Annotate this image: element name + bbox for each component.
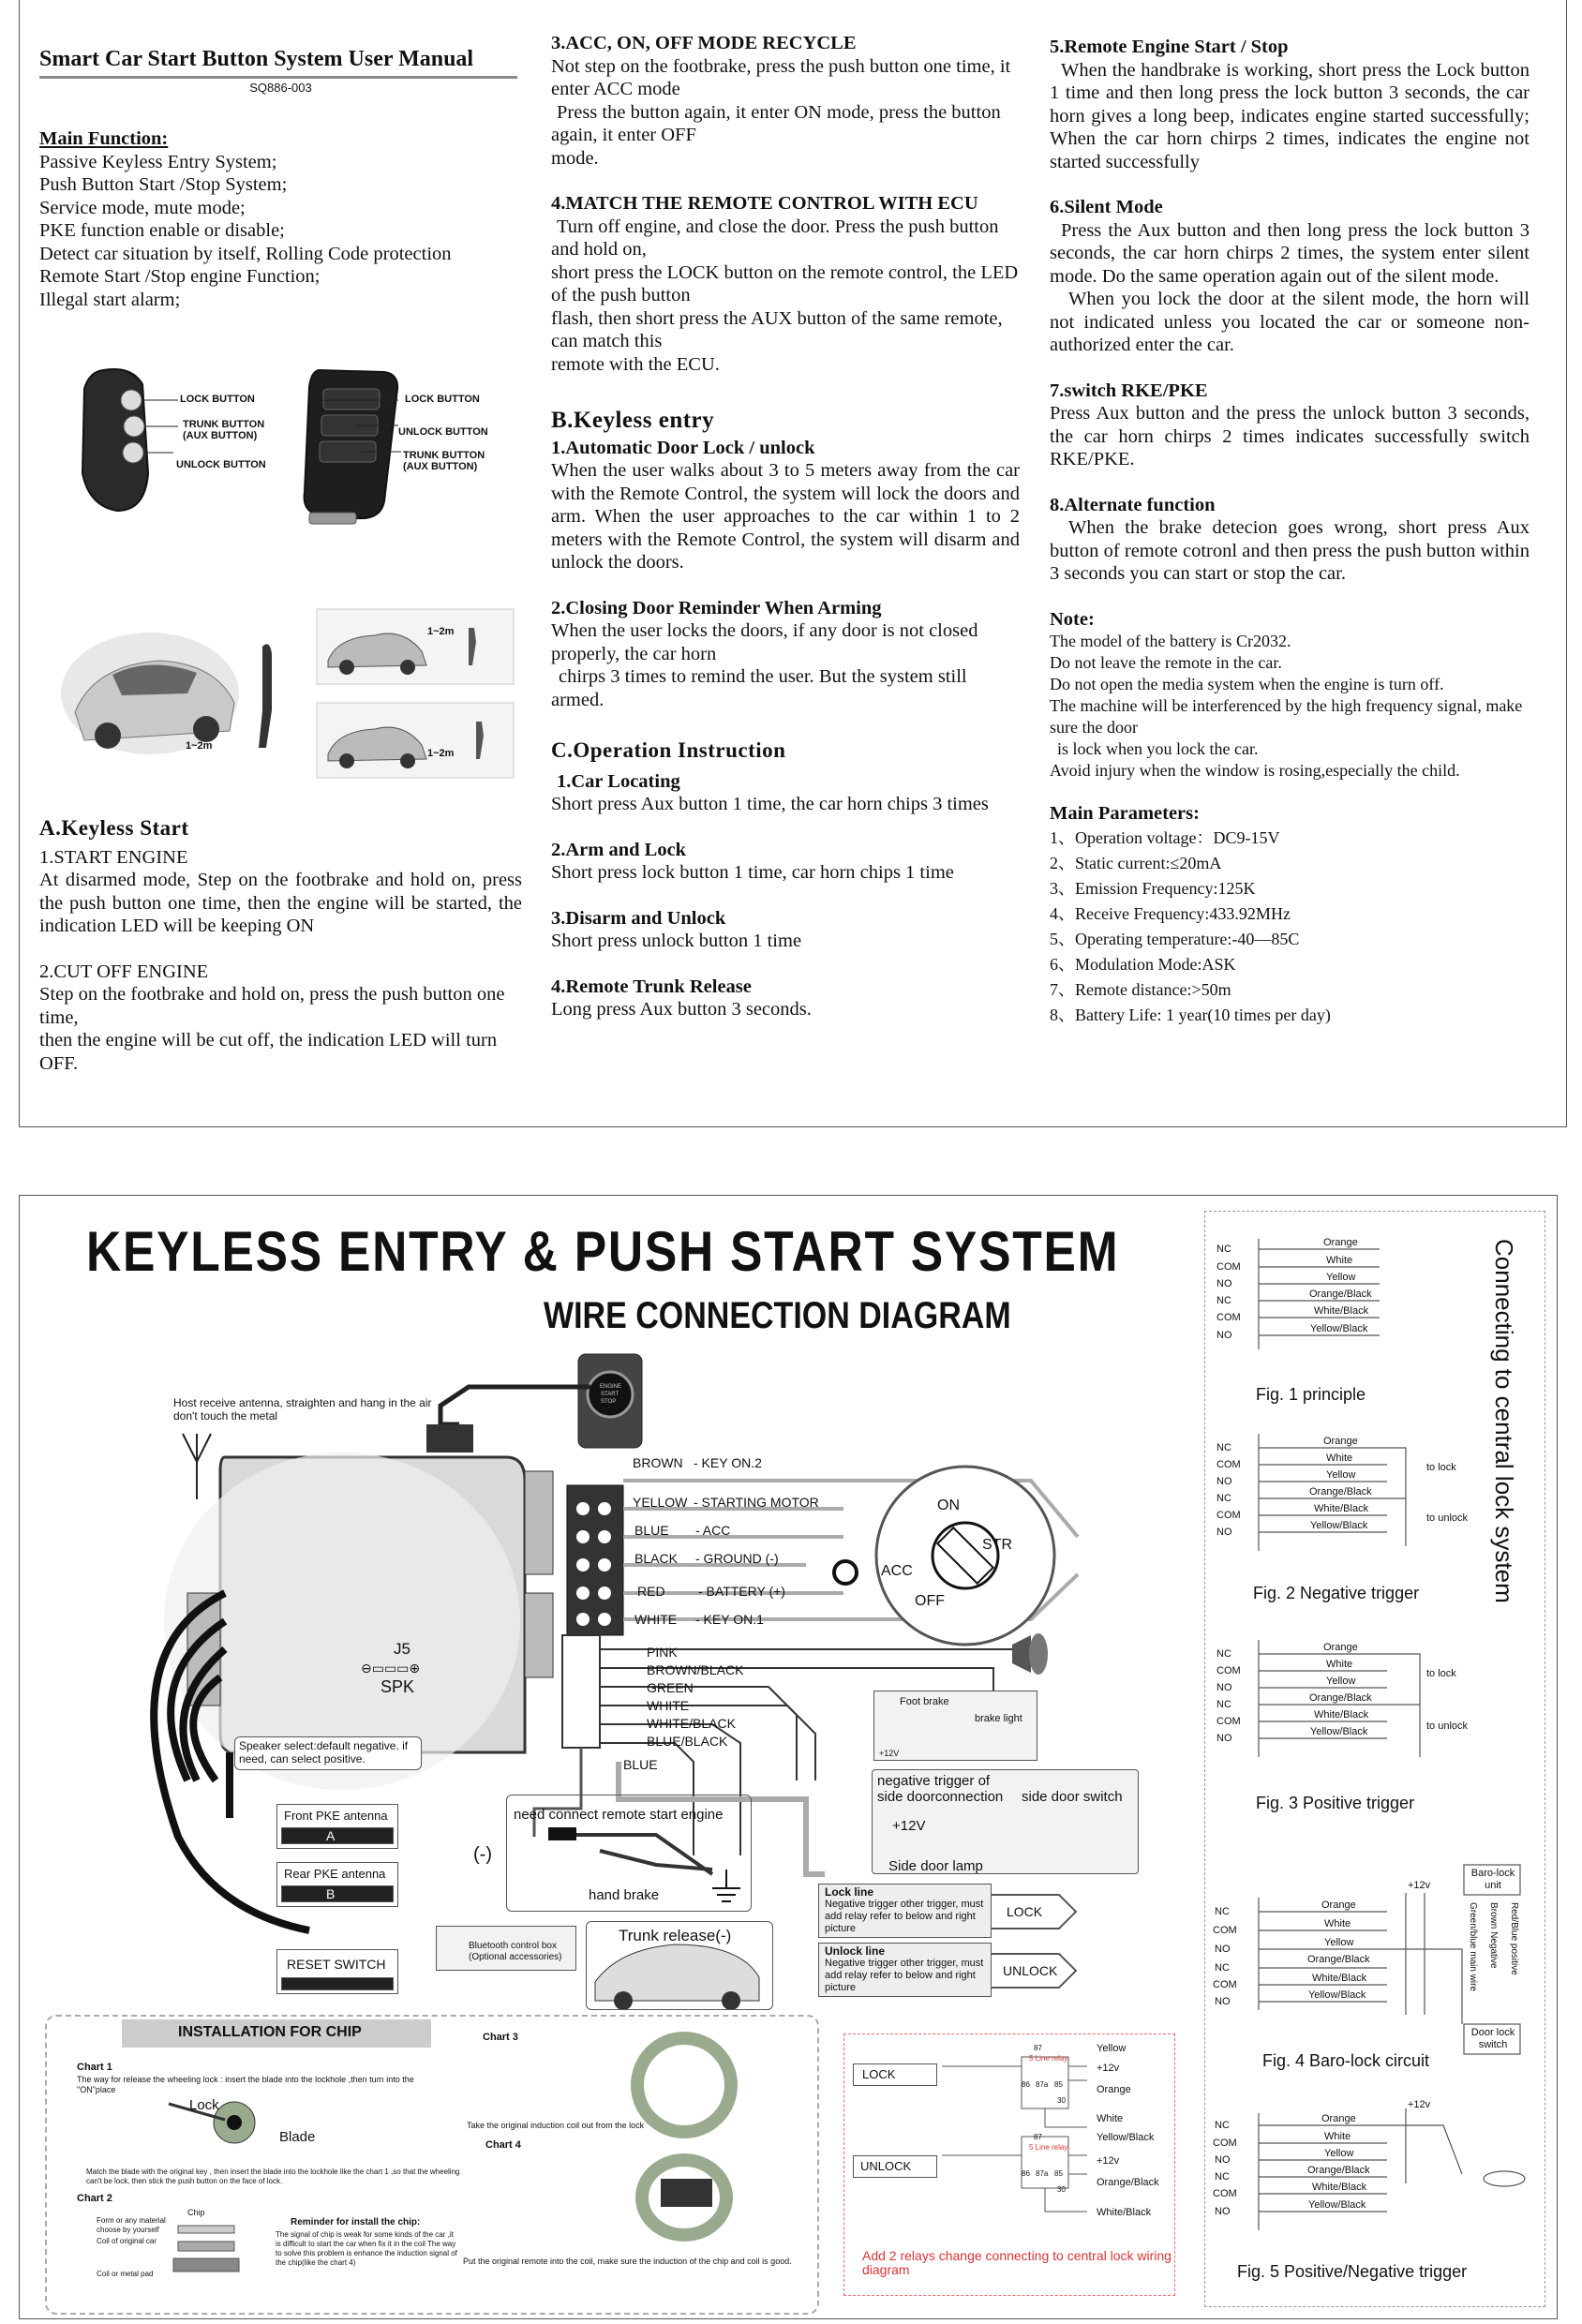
- diagram-subtitle: WIRE CONNECTION DIAGRAM: [544, 1295, 1011, 1336]
- section-4-heading: 4.MATCH THE REMOTE CONTROL WITH ECU: [551, 193, 978, 214]
- wire-color-label: Orange/Black: [1307, 1954, 1370, 1965]
- section-4-p2: short press the LOCK button on the remote control, the LED of the push button: [551, 261, 1019, 305]
- wire-mid: BROWN/BLACK: [647, 1662, 744, 1677]
- wire-color-label: Orange/Black: [1309, 1289, 1372, 1300]
- brake-light-label: brake light: [975, 1713, 1022, 1724]
- reminder-title: Reminder for install the chip:: [291, 2217, 421, 2227]
- relay-pin: 87: [1034, 2133, 1042, 2141]
- wire-mid: PINK: [647, 1645, 678, 1660]
- section-c-p1: Short press Aux button 1 time, the car horn chips 3 times: [551, 794, 989, 814]
- section-8-p1: When the brake detecion goes wrong, short press Aux button of remote cotronl and then press the push button within 3 seconds you can start or stop the car.: [1050, 517, 1530, 584]
- wire-color-label: Yellow/Black: [1308, 1989, 1366, 2001]
- rear-pke-label: Rear PKE antenna: [284, 1867, 386, 1881]
- unlock-line-title: Unlock line: [825, 1944, 886, 1958]
- terminal-label: NO: [1216, 1278, 1232, 1289]
- relay-lock-label: LOCK: [862, 2067, 896, 2081]
- params-heading: Main Parameters:: [1050, 803, 1200, 824]
- relay1-wire: +12v: [1097, 2063, 1120, 2074]
- chip-title: INSTALLATION FOR CHIP: [178, 2024, 362, 2040]
- terminal-label: NO: [1216, 1476, 1232, 1487]
- rear-pke-plug: [281, 1885, 394, 1902]
- section-c-p3: Short press unlock button 1 time: [551, 931, 802, 951]
- main-function-item: Remote Start /Stop engine Function;: [39, 266, 321, 287]
- wire-color-label: Yellow/Black: [1308, 2199, 1366, 2211]
- chart3-text: Take the original induction coil out from the lock: [467, 2121, 645, 2130]
- fig2-caption: Fig. 2 Negative trigger: [1253, 1584, 1420, 1602]
- section-b-sub1: 1.Automatic Door Lock / unlock: [551, 437, 815, 458]
- section-b-sub2: 2.Closing Door Reminder When Arming: [551, 597, 882, 618]
- note-line: is lock when you lock the car.: [1057, 739, 1259, 758]
- terminal-label: COM: [1213, 1925, 1237, 1936]
- speaker-note: Speaker select:default negative. if need, can select positive.: [239, 1739, 409, 1765]
- terminal-label: NO: [1216, 1682, 1232, 1693]
- distance-label: 1~2m: [427, 626, 455, 637]
- relay-unlock-label: UNLOCK: [860, 2159, 912, 2173]
- plus12v-label: +12v: [1408, 2099, 1431, 2110]
- section-c-p2: Short press lock button 1 time, car horn chips 1 time: [551, 862, 954, 883]
- antenna-icon: [183, 1434, 211, 1499]
- main-function-item: Illegal start alarm;: [39, 289, 181, 310]
- note-heading: Note:: [1050, 608, 1095, 630]
- wire-mid: WHITE: [647, 1698, 690, 1713]
- terminal-label: NO: [1216, 1527, 1232, 1538]
- section-4-p3: flash, then short press the AUX button of the same remote, can match this: [551, 307, 1003, 351]
- main-function-item: Detect car situation by itself, Rolling Code protection: [39, 243, 452, 264]
- section-a-p2: Step on the footbrake and hold on, press the push button one time,: [39, 984, 505, 1028]
- j5-label: J5: [394, 1640, 410, 1658]
- wire-color-label: White: [1326, 1659, 1353, 1670]
- terminal-label: NO: [1215, 1996, 1231, 2007]
- manual-title: Smart Car Start Button System User Manual: [39, 47, 474, 71]
- relay-note: Add 2 relays change connecting to central lock wiring diagram: [862, 2248, 1172, 2277]
- lock-line-title: Lock line: [825, 1885, 874, 1899]
- section-c-heading: C.Operation Instruction: [551, 738, 786, 762]
- wire-color-label: White: [1326, 1255, 1353, 1266]
- bluetooth-label: Bluetooth control box (Optional accessories): [469, 1941, 562, 1962]
- param-item: 6、Modulation Mode:ASK: [1050, 954, 1236, 974]
- coil-pad-label: Coil or metal pad: [97, 2270, 154, 2278]
- terminal-label: NC: [1216, 1493, 1231, 1504]
- section-b-p2b: chirps 3 times to remind the user. But the system still armed.: [551, 666, 967, 710]
- section-3-p3: mode.: [551, 147, 599, 169]
- baro-wire: Green/blue main wire: [1468, 1902, 1478, 1992]
- wire-color-label: Yellow/Black: [1310, 1323, 1368, 1334]
- terminal-label: COM: [1216, 1665, 1241, 1676]
- terminal-label: NC: [1216, 1244, 1231, 1255]
- wire-color-label: White/Black: [1314, 1709, 1369, 1721]
- chip-install-box: [45, 2015, 819, 2315]
- main-function-item: Service mode, mute mode;: [39, 197, 246, 218]
- front-pke-letter: A: [326, 1828, 336, 1843]
- param-item: 4、Receive Frequency:433.92MHz: [1050, 903, 1291, 923]
- terminal-label: COM: [1216, 1261, 1241, 1273]
- section-3-heading: 3.ACC, ON, OFF MODE RECYCLE: [551, 33, 857, 53]
- key-label-lock: LOCK BUTTON: [180, 394, 255, 405]
- relay2-wire: White/Black: [1097, 2207, 1152, 2218]
- relay-pin: 30: [1057, 2185, 1066, 2194]
- section-8-heading: 8.Alternate function: [1050, 494, 1216, 515]
- section-7-heading: 7.switch RKE/PKE: [1050, 380, 1208, 401]
- trunk-release-label: Trunk release(-): [619, 1927, 732, 1944]
- section-3-p2: Press the button again, it enter ON mode, press the button again, it enter OFF: [551, 101, 1001, 145]
- wire-color-label: Orange/Black: [1309, 1692, 1372, 1704]
- relay-pin: 30: [1057, 2096, 1066, 2105]
- terminal-label: COM: [1213, 2138, 1237, 2149]
- terminal-label: NO: [1216, 1733, 1232, 1744]
- ignition-str: STR: [982, 1537, 1012, 1553]
- terminal-label: NC: [1216, 1648, 1231, 1660]
- section-5-heading: 5.Remote Engine Start / Stop: [1050, 37, 1289, 57]
- terminal-label: NC: [1215, 2171, 1230, 2182]
- terminal-label: COM: [1216, 1510, 1241, 1521]
- remote-start-note: need connect remote start engine: [514, 1807, 724, 1823]
- wire-mid: BLUE/BLACK: [647, 1734, 728, 1749]
- side-door-switch-label: side door switch: [1022, 1789, 1123, 1805]
- front-pke-plug: [281, 1827, 394, 1844]
- wire-func: - STARTING MOTOR: [694, 1495, 819, 1510]
- neg-trigger-label: negative trigger of side doorconnection: [877, 1773, 1004, 1805]
- fig3-caption: Fig. 3 Positive trigger: [1256, 1794, 1415, 1812]
- section-a-sub2: 2.CUT OFF ENGINE: [39, 961, 209, 982]
- wire-func: - ACC: [695, 1523, 731, 1538]
- door-lock-label: Door lock switch: [1470, 2027, 1515, 2050]
- key-label-unlock-2: UNLOCK BUTTON: [398, 426, 488, 438]
- terminal-label: COM: [1213, 2188, 1237, 2199]
- section-4-p4: remote with the ECU.: [551, 353, 720, 375]
- param-item: 7、Remote distance:>50m: [1050, 979, 1231, 999]
- note-line: The model of the battery is Cr2032.: [1050, 632, 1291, 650]
- distance-label: 1~2m: [186, 740, 213, 752]
- wire-blue: BLUE: [623, 1757, 658, 1772]
- terminal-label: NC: [1216, 1442, 1231, 1453]
- terminal-label: NO: [1215, 2206, 1231, 2217]
- main-function-heading: Main Function:: [39, 128, 169, 149]
- wire-color-label: Yellow/Black: [1310, 1726, 1368, 1737]
- reminder-text: The signal of chip is weak for some kinds of the car ,it is difficult to start the car when fix it in the coil The way to solve this problem is enhance the induction signal of the chip(like the chart 4): [276, 2230, 457, 2267]
- note-line: Do not open the media system when the engine is turn off.: [1050, 675, 1444, 693]
- note-line: The machine will be interferenced by the high frequency signal, make sure the door: [1050, 696, 1523, 737]
- wire-color: RED: [637, 1584, 665, 1599]
- section-6-heading: 6.Silent Mode: [1050, 197, 1163, 217]
- wire-color-label: Orange: [1321, 1899, 1356, 1911]
- unlock-line-button: UNLOCK: [1003, 1963, 1058, 1978]
- wire-color-label: White/Black: [1314, 1503, 1369, 1514]
- terminal-label: COM: [1216, 1459, 1241, 1470]
- relay1-wire: White: [1097, 2113, 1124, 2124]
- baro-wire: Brown Negative: [1488, 1902, 1499, 1969]
- relay-pin: 86: [1022, 2169, 1030, 2178]
- wire-color-label: White: [1324, 2131, 1351, 2142]
- wire-color: BLUE: [634, 1523, 669, 1538]
- to-unlock-label: to unlock: [1426, 1721, 1469, 1732]
- wire-color-label: Yellow: [1326, 1272, 1356, 1283]
- wire-func: - KEY ON.2: [694, 1455, 762, 1470]
- front-pke-label: Front PKE antenna: [284, 1809, 388, 1823]
- chart4-text: Put the original remote into the coil, make sure the induction of the chip and coil is good.: [463, 2257, 792, 2266]
- note-line: Avoid injury when the window is rosing,especially the child.: [1050, 761, 1460, 780]
- terminal-label: COM: [1216, 1312, 1241, 1323]
- section-c-sub1: 1.Car Locating: [557, 770, 680, 792]
- param-item: 5、Operating temperature:-40—85C: [1050, 929, 1300, 948]
- param-item: 3、Emission Frequency:125K: [1050, 878, 1256, 898]
- central-lock-title: Connecting to central lock system: [1490, 1239, 1518, 1603]
- wire-func: - BATTERY (+): [698, 1584, 785, 1599]
- form-text: Form or any material choose by yourself: [97, 2216, 166, 2234]
- section-b-p2: When the user locks the doors, if any door is not closed properly, the car horn: [551, 620, 978, 664]
- wire-color-label: Yellow/Black: [1310, 1520, 1368, 1531]
- wire-color: BROWN: [633, 1455, 683, 1470]
- hand-brake-label: hand brake: [589, 1887, 660, 1903]
- ignition-on: ON: [937, 1497, 960, 1513]
- chart2-label: Chart 2: [77, 2193, 112, 2204]
- fig5-caption: Fig. 5 Positive/Negative trigger: [1237, 2262, 1468, 2281]
- lock-label: Lock: [189, 2097, 219, 2113]
- model-number: SQ886-003: [249, 81, 312, 95]
- reset-switch-plug: [281, 1977, 394, 1990]
- relay-pin: 87a: [1036, 2169, 1049, 2178]
- baro-wire: Red/Blue positive: [1509, 1902, 1519, 1975]
- diagram-title: KEYLESS ENTRY & PUSH START SYSTEM: [86, 1220, 1120, 1283]
- to-unlock-label: to unlock: [1426, 1512, 1469, 1524]
- lock-line-button: LOCK: [1007, 1904, 1043, 1919]
- wire-color-label: Yellow: [1326, 1676, 1356, 1687]
- j5-connector: ⊖▭▭▭⊕: [361, 1661, 421, 1676]
- section-7-p1: Press Aux button and the press the unlock button 3 seconds, the car horn chirps 2 times indicates successfully switch RKE/PKE.: [1050, 403, 1530, 469]
- relay2-wire: Orange/Black: [1097, 2177, 1159, 2188]
- distance-label: 1~2m: [427, 748, 455, 759]
- spk-label: SPK: [381, 1677, 415, 1696]
- main-function-item: Push Button Start /Stop System;: [39, 174, 288, 195]
- wire-color-label: Orange: [1323, 1642, 1358, 1653]
- param-item: 8、Battery Life: 1 year(10 times per day): [1050, 1005, 1331, 1024]
- wire-color-label: Orange: [1323, 1237, 1358, 1248]
- relay-name: 5 Line relay: [1029, 2143, 1068, 2152]
- chart1-text: The way for release the wheeling lock : insert the blade into the lockhole ,then turn into the "ON"place: [77, 2075, 414, 2094]
- key-label-lock-2: LOCK BUTTON: [405, 394, 480, 405]
- wire-mid: GREEN: [647, 1680, 694, 1695]
- terminal-label: NC: [1215, 2120, 1230, 2131]
- relay-name: 5 Line relay: [1029, 2054, 1068, 2063]
- wire-color: YELLOW: [633, 1495, 688, 1510]
- section-b-heading: B.Keyless entry: [551, 408, 715, 433]
- chart4-label: Chart 4: [485, 2139, 521, 2151]
- main-function-item: Passive Keyless Entry System;: [39, 151, 277, 172]
- baro-unit-label: Baro-lock unit: [1470, 1868, 1515, 1891]
- to-lock-label: to lock: [1426, 1668, 1456, 1679]
- section-c-sub3: 3.Disarm and Unlock: [551, 907, 726, 929]
- lock-line-text: Negative trigger other trigger, must add relay refer to below and right picture: [825, 1899, 984, 1934]
- wire-color: BLACK: [634, 1551, 678, 1566]
- chart3-label: Chart 3: [483, 2032, 518, 2043]
- relay-pin: 87a: [1036, 2080, 1049, 2089]
- button-text: STOP: [601, 1399, 617, 1405]
- terminal-label: NC: [1215, 1906, 1230, 1917]
- plus12v-label: +12V: [892, 1818, 926, 1834]
- section-3-p1: Not step on the footbrake, press the push button one time, it enter ACC mode: [551, 55, 1011, 99]
- key-label-unlock: UNLOCK BUTTON: [176, 459, 266, 470]
- chip-label: Chip: [187, 2208, 205, 2217]
- v12-label: +12V: [879, 1749, 900, 1758]
- section-b-p1: When the user walks about 3 to 5 meters away from the car with the Remote Control, the system will lock the doors and arm. When the user approaches to the car within 1 to 2 meters with the Remote Control, the system will disarm and unlock the doors.: [551, 460, 1020, 573]
- wire-color-label: Yellow: [1324, 1937, 1354, 1948]
- key-label-trunk: TRUNK BUTTON (AUX BUTTON): [183, 419, 265, 441]
- terminal-label: COM: [1213, 1979, 1237, 1990]
- section-c-sub2: 2.Arm and Lock: [551, 839, 687, 860]
- section-a-p1: At disarmed mode, Step on the footbrake and hold on, press the push button one time, then the engine will be started, the indication LED will be keeping ON: [39, 870, 522, 936]
- button-text: START: [601, 1392, 619, 1397]
- terminal-label: NO: [1215, 2154, 1231, 2166]
- unlock-line-text: Negative trigger other trigger, must add relay refer to below and right picture: [825, 1958, 984, 1993]
- section-5-p1: When the handbrake is working, short press the Lock button 1 time and then long press the lock button 3 seconds, the car horn gives a long beep, indicates engine started successfully; When the car horn chirps 2 times, indicates the engine not started successfully: [1050, 59, 1530, 172]
- fig1-caption: Fig. 1 principle: [1256, 1385, 1366, 1404]
- param-item: 1、Operation voltage：DC9-15V: [1050, 827, 1280, 847]
- terminal-label: NC: [1216, 1295, 1231, 1306]
- terminal-label: NO: [1216, 1330, 1232, 1341]
- wire-color-label: White/Black: [1312, 2182, 1367, 2193]
- reset-switch-label: RESET SWITCH: [287, 1957, 386, 1972]
- button-text: ENGINE: [600, 1384, 622, 1390]
- relay-pin: 85: [1054, 2169, 1063, 2178]
- side-door-lamp-label: Side door lamp: [888, 1858, 983, 1874]
- wire-func: - GROUND (-): [695, 1551, 779, 1566]
- to-lock-label: to lock: [1426, 1462, 1456, 1473]
- chart1-label: Chart 1: [77, 2062, 112, 2073]
- section-6-p2: When you lock the door at the silent mode, the horn will not indicated unless you located the car or someone non-authorized enter the car.: [1050, 289, 1530, 355]
- terminal-label: COM: [1216, 1716, 1241, 1727]
- speaker-icon: [1012, 1633, 1048, 1675]
- section-6-p1: Press the Aux button and then long press the lock button 3 seconds, the car horn chirps 2 times, the system enter silent mode. Do the same operation again out of the silent mode.: [1050, 219, 1530, 287]
- wire-color-label: White: [1324, 1918, 1351, 1929]
- ignition-acc: ACC: [881, 1563, 913, 1579]
- blade-label: Blade: [279, 2129, 316, 2145]
- wire-color-label: Orange/Black: [1309, 1486, 1372, 1497]
- section-a-p2b: then the engine will be cut off, the indication LED will turn OFF.: [39, 1030, 498, 1074]
- section-c-p4: Long press Aux button 3 seconds.: [551, 999, 812, 1020]
- relay-pin: 85: [1054, 2080, 1063, 2089]
- main-function-item: PKE function enable or disable;: [39, 220, 285, 241]
- rear-pke-letter: B: [326, 1886, 336, 1901]
- ignition-switch-icon: [876, 1467, 1054, 1645]
- wire-func: - KEY ON.1: [695, 1612, 764, 1627]
- key-label-trunk-2: TRUNK BUTTON (AUX BUTTON): [403, 450, 485, 472]
- wire-mid: WHITE/BLACK: [647, 1716, 736, 1731]
- relay1-wire: Yellow: [1097, 2043, 1127, 2054]
- param-item: 2、Static current:≤20mA: [1050, 853, 1222, 872]
- ignition-off: OFF: [915, 1593, 945, 1609]
- antenna-note: Host receive antenna, straighten and hang in the air don't touch the metal: [173, 1396, 432, 1423]
- relay-pin: 86: [1022, 2080, 1030, 2089]
- wire-color-label: Yellow: [1324, 2148, 1354, 2159]
- foot-brake-label: Foot brake: [900, 1696, 949, 1707]
- wire-color-label: White/Black: [1314, 1305, 1369, 1317]
- relay2-wire: Yellow/Black: [1097, 2132, 1155, 2143]
- wire-color-label: White/Black: [1312, 1973, 1367, 1984]
- wire-color-label: Orange: [1321, 2113, 1356, 2124]
- section-c-sub4: 4.Remote Trunk Release: [551, 976, 752, 997]
- neg-label: (-): [473, 1844, 492, 1865]
- wire-color: WHITE: [634, 1612, 678, 1627]
- section-a-sub1: 1.START ENGINE: [39, 846, 188, 868]
- relay1-wire: Orange: [1097, 2084, 1131, 2095]
- chart1-note: Match the blade with the original key , then insert the blade into the lockhole like the chart 1 ,so that the wheeling can't be lock, then stick the push button on the face of lock.: [86, 2168, 460, 2185]
- terminal-label: NO: [1215, 1944, 1231, 1955]
- wire-color-label: Orange: [1323, 1436, 1358, 1447]
- terminal-label: NC: [1216, 1699, 1231, 1710]
- relay2-wire: +12v: [1097, 2155, 1120, 2167]
- plus12v-label: +12v: [1408, 1880, 1431, 1891]
- wire-color-label: Orange/Black: [1307, 2165, 1370, 2176]
- relay-pin: 87: [1034, 2044, 1042, 2052]
- wire-color-label: Yellow: [1326, 1469, 1356, 1481]
- section-4-p1: Turn off engine, and close the door. Press the push button and hold on,: [551, 216, 999, 260]
- fig4-caption: Fig. 4 Baro-lock circuit: [1262, 2051, 1430, 2070]
- section-a-heading: A.Keyless Start: [39, 816, 189, 840]
- wire-color-label: White: [1326, 1452, 1353, 1464]
- terminal-label: NC: [1215, 1962, 1230, 1974]
- coil-car-label: Coil of original car: [97, 2237, 157, 2245]
- note-line: Do not leave the remote in the car.: [1050, 653, 1282, 672]
